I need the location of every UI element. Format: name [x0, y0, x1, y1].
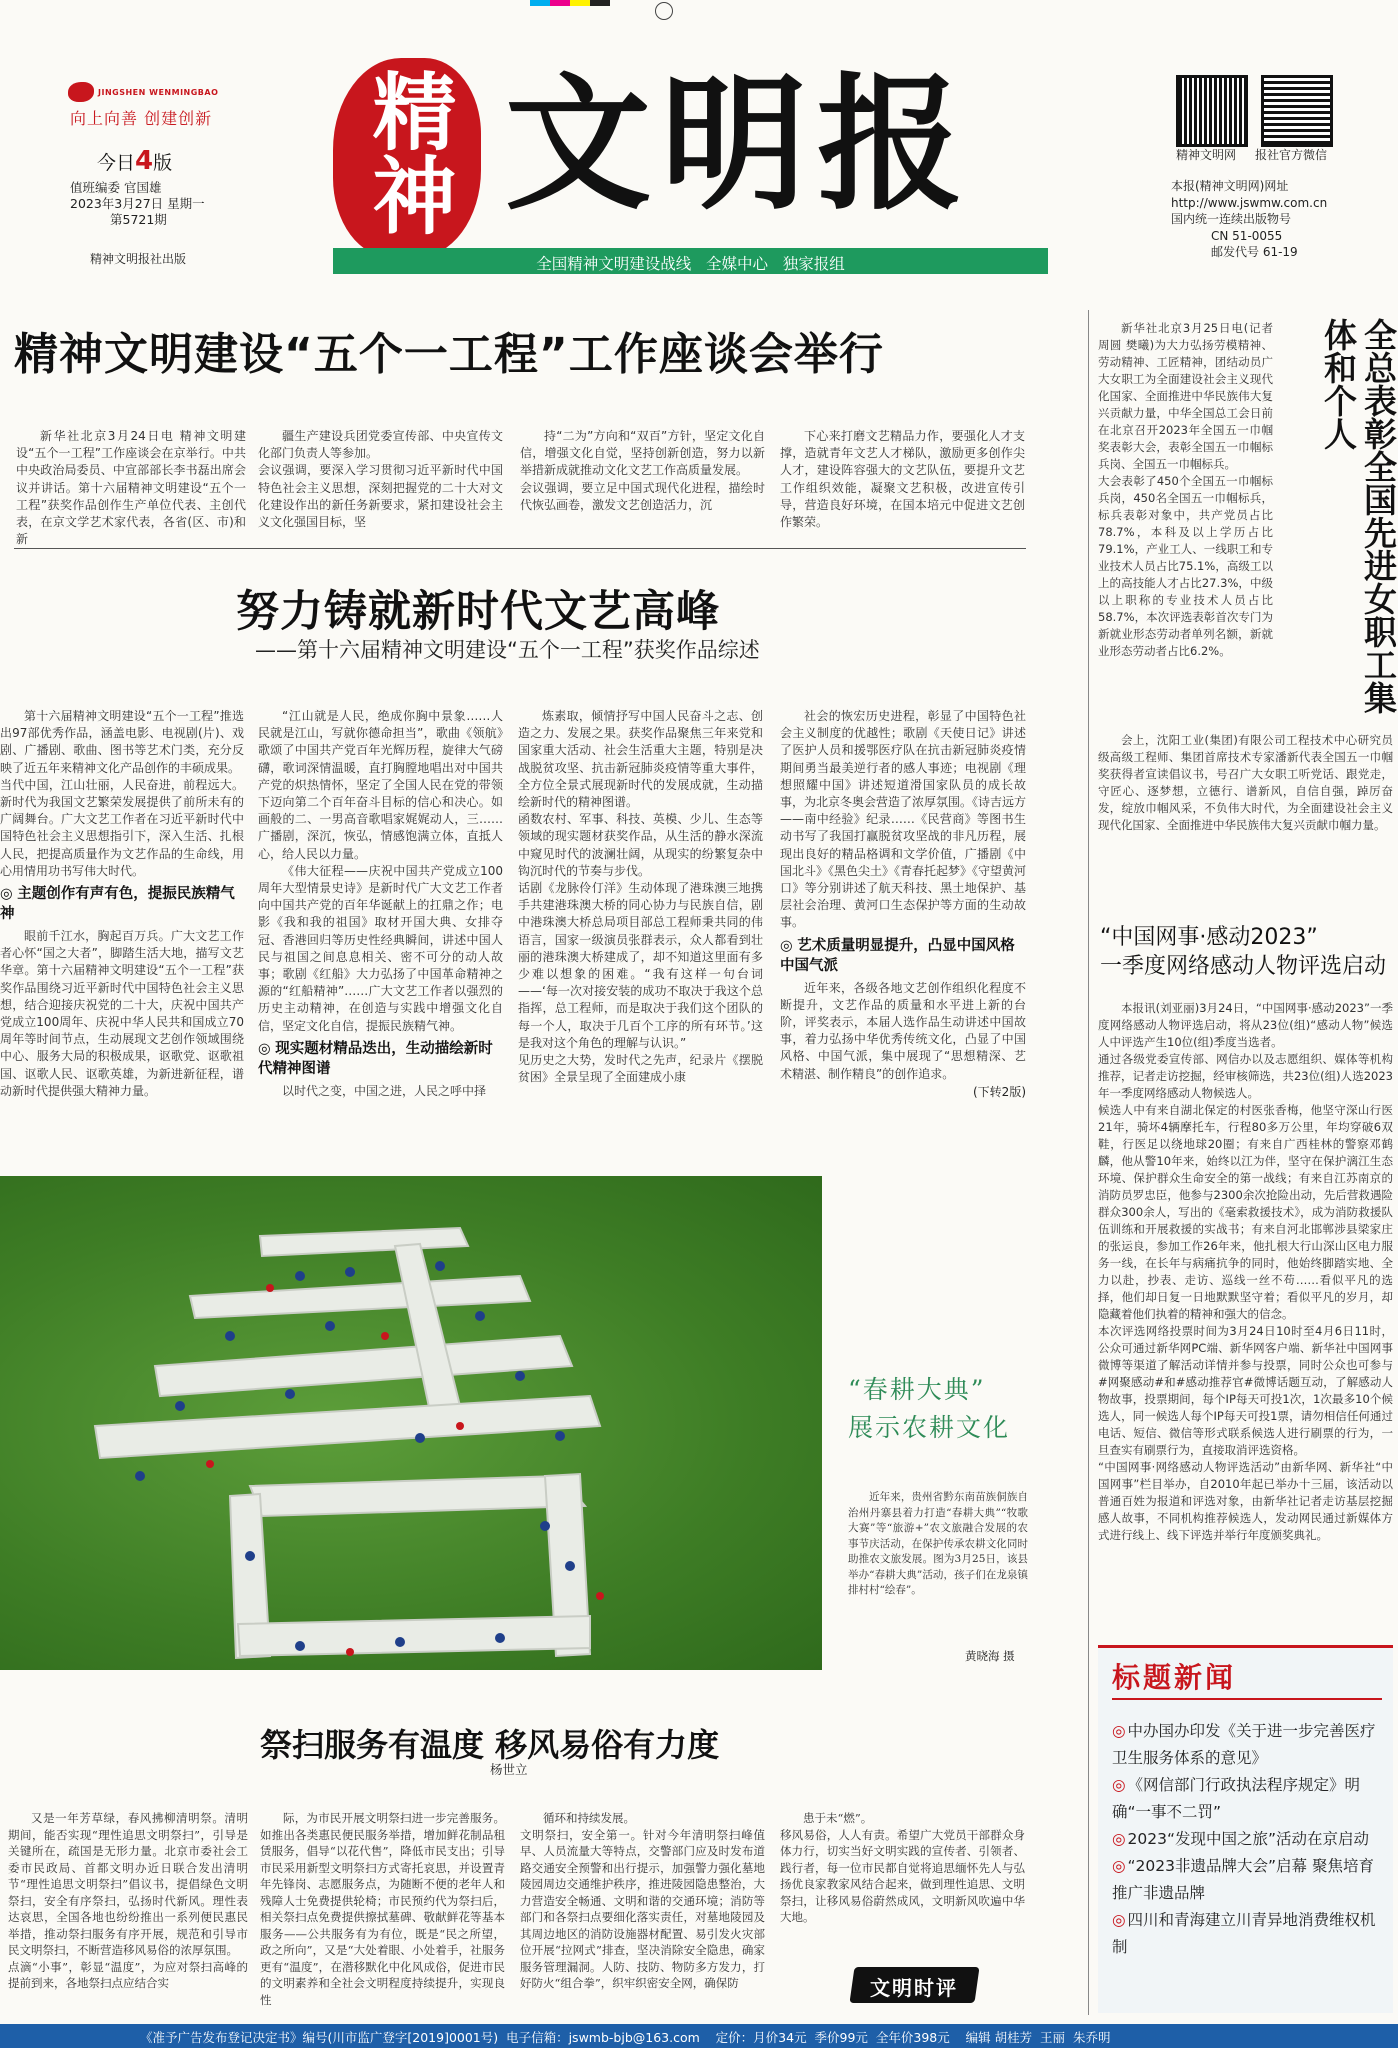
lead-col-1: 新华社北京3月24日电 精神文明建设“五个一工程”工作座谈会在京举行。中共中央政治局委员、中宣部部长李书磊出席会议并讲话。第十六届精神文明建设“五个一工程”获奖作品创作生产单位代表、主创代表，在京文学艺术家代表，各省(区、市)和新: [16, 429, 246, 547]
feature-subhead-3: ◎ 艺术质量明显提升，凸显中国风格中国气派: [780, 936, 1026, 976]
issue-number: 第5721期: [110, 212, 167, 227]
bottom-author: 杨世立: [490, 1762, 528, 1777]
headlines-list: [1112, 1718, 1384, 1961]
right-top-col-b: 会上，沈阳工业(集团)有限公司工程技术中心研究员级高级工程师、集团首席技术专家潘新代表全国五一巾帼奖获得者宣读倡议书，号召广大女职工听党话、跟党走，守匠心、逐梦想，立德行、谱新风，自信自强，踔厉奋发，绽放巾帼风采，不负伟大时代，为全面建设社会主义现代化国家、全面推进中华民族伟大复兴贡献巾帼力量。: [1098, 733, 1393, 832]
headlines-box-title: 标题新闻: [1112, 1661, 1237, 1694]
title-main: 文明报: [505, 59, 973, 230]
lead-col-4: 下心来打磨文艺精品力作，要强化人才支撑，造就青年文艺人才梯队，激励更多创作尖人才，建设阵容强大的文艺队伍，要提升文艺工作组织效能，凝聚文艺积极，改进宣传引导，营造良好环境，在国本培元中促进文艺创作繁荣。: [780, 429, 1025, 530]
editors: 值班编委 官国雄: [70, 180, 162, 195]
qr-code-wechat: [1261, 75, 1333, 147]
feature-subhead-1: ◎ 主题创作有声有色，提振民族精气神: [0, 884, 244, 924]
headline-item[interactable]: ◎ 中办国办印发《关于进一步完善医疗卫生服务体系的意见》: [1112, 1718, 1384, 1772]
right-top-col-a: 新华社北京3月25日电(记者 周圆 樊曦)为大力弘扬劳模精神、劳动精神、工匠精神，团结动员广大女职工为全面建设社会主义现代化国家、全面推进中华民族伟大复兴贡献力量，中华全国总工会日前在北京召开2023年全国五一巾帼奖表彰大会，表彰全国五一巾帼标兵岗、全国五一巾帼标兵。 大会表彰了450个全国五一巾帼标兵岗，450名全国五一巾帼标兵，标兵表彰对象中，共产党员占比78.7%，本科及以上学历占比79.1%，产业工人、一线职工和专业技术人员占比75.1%，高级工以上的高技能人才占比27.3%，中级以上职称的专业技术人员占比58.7%，本次评选表彰首次专门为新就业形态劳动者单列名额，新就业形态劳动者占比6.2%。: [1098, 321, 1273, 658]
footer-text: 《准予广告发布登记决定书》编号(川市监广登字[2019]0001号) 电子信箱：jswmb-bjb@163.com 定价：月价34元 季价99元 全年价398元 编辑 胡桂芳 王丽 朱乔明: [140, 2030, 1111, 2045]
brand-logo: [68, 82, 94, 102]
edition-meta: [70, 180, 205, 228]
title-seal-text: 精神: [359, 68, 458, 236]
photo-spring-plowing: [0, 1176, 822, 1670]
today-edition: 今日4版: [97, 146, 173, 176]
right-mid-headline-1: “中国网事·感动2023”: [1100, 925, 1318, 950]
masthead-banner-text: 全国精神文明建设战线 全媒中心 独家报组: [536, 255, 845, 273]
divider-lead: [14, 548, 1026, 549]
headline-item[interactable]: ◎ “2023非遗品牌大会”启幕 聚焦培育推广非遗品牌: [1112, 1853, 1384, 1907]
qr-label-website: 精神文明网: [1176, 148, 1237, 162]
right-mid-body: 本报讯(刘亚丽)3月24日，“中国网事·感动2023”一季度网络感动人物评选启动，将从23位(组)“感动人物”候选人中评选产生10位(组)季度当选者。 通过各级党委宣传部、网信办以及志愿组织、媒体等机构推荐，记者走访挖掘，经审核筛选，共23位(组)人选2023年一季度网络感动人物候选人。 候选人中有来自湖北保定的村医张香梅，他坚守深山行医21年，骑坏4辆摩托车，行程80多万公里，年均穿破6双鞋，行医足以绕地球20圈；有来自广西桂林的警察邓鹤麟，他从警10年来，始终以江为伴，坚守在保护漓江生态环境、保护群众生命安全的第一战线；有来自江苏南京的消防员罗忠臣，他参与2300余次抢险出动，先后营救遇险群众300余人，写出的《毫索救援技术》，成为消防救援队伍训练和开展救援的实战书；有来自河北邯郸涉县梁家庄的张运良，参加工作26年来，他扎根大行山深山区电力服务一线，在长年与病痛抗争的同时，他始终脚踏实地、全力以赴，抄表、走访、巡线一丝不苟……看似平凡的选择，他们却日复一日地默默坚守着；看似平凡的岁月，却隐藏着他们执着的精神和强大的信念。 本次评选网络投票时间为3月24日10时至4月6日11时，公众可通过新华网PC端、新华网客户端、新华社中国网事微博等渠道了解活动详情并参与投票，同时公众也可参与#网聚感动#和#感动推荐官#微博话题互动，了解感动人物故事，投票期间，每个IP每天可投1次，1次最多10个候选人，同一候选人每个IP每天可投1票，请勿相信任何通过电话、短信、微信等形式联系候选人进行刷票的行为，一旦查实有刷票行为，直接取消评选资格。 “中国网事·网络感动人物评选活动”由新华网、新华社“中国网事”栏目举办，自2010年起已举办十三届，该活动以普通百姓为报道和评选对象，由新华社记者走访基层挖掘感人故事，不同机构推荐候选人，发动网民通过新媒体方式进行线上、线下评选并举行年度颁奖典礼。: [1098, 1001, 1393, 1542]
lead-headline: 精神文明建设“五个一工程”工作座谈会举行: [14, 329, 884, 380]
bottom-col-3: 循环和持续发展。 文明祭扫，安全第一。针对今年清明祭扫峰值早、人员流量大等特点，交警部门应及时发布道路交通安全预警和出行提示，加强警力强化墓地陵园周边交通维护秩序，推进陵园隐患整治，大力营造安全畅通、文明和谐的交通环境；消防等部门和各祭扫点要细化落实责任，对墓地陵园及其周边地区的消防设施器材配置、易引发火灾部位开展“拉网式”排查，坚决消除安全隐患，确家服务管理漏洞。人防、技防、物防多方发力，打好防火“组合拳”，织牢织密安全网，确保防: [520, 1811, 765, 1990]
children-dots: [135, 1261, 575, 1651]
photo-drawing: [0, 1176, 822, 1670]
commentary-stamp-text: 文明时评: [870, 1976, 958, 2000]
slogan: 向上向善 创建创新: [70, 109, 213, 128]
issue-date: 2023年3月27日 星期一: [70, 196, 205, 211]
divider-right-column: [1088, 310, 1089, 2015]
bottom-col-2: 际，为市民开展文明祭扫进一步完善服务。如推出各类惠民便民服务举措，增加鲜花制品租赁服务，倡导“以花代售”，降低市民支出；引导市民采用新型文明祭扫方式寄托哀思，并设置青年先锋岗、志愿服务点，为随断不便的老年人和残障人士免费提供轮椅；市民预约代为祭扫后，相关祭扫点免费提供擦拭墓碑、敬献鲜花等基本服务——公共服务有为有位，既是“民之所望，政之所向”，又是“大处着眼、小处着手，社服务更有“温度”，在潜移默化中化风成俗，促进市民的文明素养和全社会文明程度持续提升，实现良性: [260, 1811, 505, 2007]
lead-col-2: 疆生产建设兵团党委宣传部、中央宣传文化部门负责人等参加。 会议强调，要深入学习贯彻习近平新时代中国特色社会主义思想，深刻把握党的二十大对文化建设作出的新任务新要求，紧扣建设社会主义文化强国目标，坚: [258, 429, 503, 530]
feature-col-1: 第十六届精神文明建设“五个一工程”推选出97部优秀作品，涵盖电影、电视剧(片)、戏剧、广播剧、歌曲、图书等艺术门类，充分反映了近五年来精神文化产品创作的丰硕成果。 当代中国，江山壮丽，人民奋进，前程远大。新时代为我国文艺繁荣发展提供了前所未有的广阔舞台。广大文艺工作者在习近平新时代中国特色社会主义思想指引下，深入生活、扎根人民，把提高质量作为文艺作品的生命线，用心用情用功书写伟大时代。 ◎ 主题创作有声有色，提振民族精气神 眼前千江水，胸起百万兵。广大文艺工作者心怀“国之大者”，脚踏生活大地，描写文艺华章。第十六届精神文明建设“五个一工程”获奖作品围绕习近平新时代中国特色社会主义思想，结合迎接庆祝党的二十大，庆祝中国共产党成立100周年、庆祝中华人民共和国成立70周年等时间节点，生动展现文艺创作领域围绕中心、服务大局的积极成果，讴歌党、讴歌祖国、讴歌人民、讴歌英雄，为新进新征程，谱动新时代提供强大精神力量。: [0, 708, 244, 1138]
character-scrolls: [95, 1228, 600, 1658]
feature-subhead-2: ◎ 现实题材精品迭出，生动描绘新时代精神图谱: [258, 1039, 503, 1079]
feature-col-4: 社会的恢宏历史进程，彰显了中国特色社会主义制度的优越性；歌剧《天使日记》讲述了医护人员和援鄂医疗队在抗击新冠肺炎疫情期间勇当最美逆行者的感人事迹；电视剧《理想照耀中国》讲述短道滑国家队员的成长故事，为北京冬奥会营造了浓厚氛围。《诗吉远方——南中经验》纪录……《民营商》等图书生动书写了我国打赢脱贫攻坚战的非凡历程，展现出良好的精品格调和文学价值，广播剧《中国北斗》《黑色尖土》《青春托起梦》《守望黄河口》等分别讲述了航天科技、黑土地保护、基层社会治理、黄河口生态保护等方面的生动故事。 ◎ 艺术质量明显提升，凸显中国风格中国气派 近年来，各级各地文艺创作组织化程度不断提升，文艺作品的质量和水平进上新的台阶，评奖表示，本届人选作品生动讲述中国故事，着力弘扬中华优秀传统文化，凸显了中国风格、中国气派，集中展现了“思想精深、艺术精湛、制作精良”的创作追求。 (下转2版): [780, 708, 1026, 1138]
feature-subhead: ——第十六届精神文明建设“五个一工程”获奖作品综述: [255, 638, 760, 662]
feature-headline: 努力铸就新时代文艺高峰: [236, 587, 720, 637]
brand-en: JINGSHEN WENMINGBAO: [98, 88, 219, 97]
headline-item[interactable]: ◎ 2023“发现中国之旅”活动在京启动: [1112, 1826, 1384, 1853]
bottom-col-4: 患于未“燃”。 移风易俗，人人有责。希望广大党员干部群众身体力行，切实当好文明实践的宣传者、引领者、践行者，每一位市民都自觉将追思缅怀先人与弘扬优良家教家风结合起来，做到理性追思、文明祭扫，让移风易俗蔚然成风，文明新风吹遍中华大地。: [780, 1811, 1025, 1924]
photo-credit: 黄晓海 摄: [965, 1649, 1015, 1663]
headline-item[interactable]: ◎ 《网信部门行政执法程序规定》明确“一事不二罚”: [1112, 1772, 1384, 1826]
qr-label-wechat: 报社官方微信: [1255, 148, 1328, 162]
photo-title-2: 展示农耕文化: [848, 1413, 1011, 1442]
qr-code-website: [1176, 75, 1248, 147]
lead-col-3: 持“二为”方向和“双百”方针，坚定文化自信，增强文化自觉，坚持创新创造，努力以新举措新成就推动文化文艺工作高质量发展。 会议强调，要立足中国式现代化进程，描绘时代恢弘画卷，激发文艺创造活力，沉: [520, 429, 765, 512]
right-top-headline: 全总表彰全国先进女职工集体和个人: [1319, 318, 1398, 714]
bottom-col-1: 又是一年芳草绿，春风拂柳清明祭。清明期间，能否实现“理性追思文明祭扫”，引导是关键所在，疏国是无形力量。北京市委社会工委市民政局、首都文明办近日联合发出清明节“理性追思文明祭扫”倡议书，提倡绿色文明祭扫，安全有序祭扫，弘扬时代新风。理性表达哀思，全国各地也纷纷推出一系列便民惠民举措，推动祭扫服务有序开展，规范和引导市民文明祭扫，不断营造移风易俗的浓厚氛围。 点滴“小事”，彰显“温度”，为应对祭扫高峰的提前到来，各地祭扫点应结合实: [8, 1811, 248, 1990]
continue-note: (下转2版): [973, 1084, 1026, 1099]
feature-col-3: 炼素取，倾情抒写中国人民奋斗之志、创造之力、发展之果。获奖作品聚焦三年来党和国家重大活动、社会生活重大主题，特别是决战脱贫攻坚、抗击新冠肺炎疫情等重大事件，全方位全景式展现新时代的发展成就，生动描绘新时代的精神图谱。 函数农村、军事、科技、英模、少儿、生态等领域的现实题材获奖作品，从生活的静水深流中窥见时代的波澜壮阔，从现实的纷繁复杂中钩沉时代的节奏与步伐。 话剧《龙脉伶仃洋》生动体现了港珠澳三地携手共建港珠澳大桥的同心协力与民族自信，剧中港珠澳大桥总局项目部总工程师秉共同的伟语言，国家一级演员张群表示，众人都看到壮丽的港珠澳大桥建成了，却不知道这里面有多少难以想象的困难。“我有这样一句台词——‘每一次对接安装的成功不取决于我这个总指挥，总工程师，而是取决于我们这个团队的每一个人，取决于几百个工序的所有环节。’这是我对这个角色的理解与认识。” 见历史之大势，发时代之先声，纪录片《摆脱贫困》全景呈现了全面建成小康: [518, 709, 763, 1085]
feature-col-2: “江山就是人民，绝成你胸中景象……人民就是江山，写就你德命担当”，歌曲《领航》歌颂了中国共产党百年光辉历程，旋律大气磅礴，歌词深情温暖，直打胸膛地唱出对中国共产党的炽热情怀，坚定了全国人民在党的带领下迈向第二个百年奋斗目标的信心和决心。如画般的二、一男高音歌唱家娓娓动人，三……广播剧，深沉，恢弘，情感饱满立体，直抵人心，给人民以力量。 《伟大征程——庆祝中国共产党成立100周年大型情景史诗》是新时代广大文艺工作者向中国共产党的百年华诞献上的扛鼎之作；电影《我和我的祖国》取材开国大典、女排夺冠、香港回归等历史性经典瞬间，讲述中国人民与祖国之间息息相关、密不可分的动人故事；歌剧《红船》大力弘扬了中国革命精神之源的“红船精神”……广大文艺工作者以强烈的历史主动精神，在创造与实践中增强文化自信，坚定文化自信，提振民族精气神。 ◎ 现实题材精品迭出，生动描绘新时代精神图谱 以时代之变，中国之进，人民之呼中择: [258, 708, 503, 1138]
headline-item[interactable]: ◎ 四川和青海建立川青异地消费维权机制: [1112, 1907, 1384, 1961]
right-mid-headline-2: 一季度网络感动人物评选启动: [1100, 954, 1387, 979]
publication-info: 本报(精神文明网)网址 http://www.jswmw.com.cn 国内统一连续出版物号 CN 51-0055 邮发代号 61-19: [1171, 179, 1328, 259]
headlines-box-line: [1112, 1698, 1382, 1700]
bottom-headline: 祭扫服务有温度 移风易俗有力度: [260, 1726, 720, 1764]
publisher: 精神文明报社出版: [90, 252, 187, 266]
masthead: [0, 0, 1398, 275]
photo-caption: 近年来，贵州省黔东南苗族侗族自治州丹寨县着力打造“春耕大典”“牧歌大赛”等“旅游+”农文旅融合发展的农事节庆活动，在保护传承农耕文化同时助推农文旅发展。图为3月25日，该县举办“春耕大典”活动，孩子们在龙泉镇排村村“绘春”。: [848, 1491, 1028, 1596]
photo-title-1: “春耕大典”: [848, 1375, 986, 1404]
